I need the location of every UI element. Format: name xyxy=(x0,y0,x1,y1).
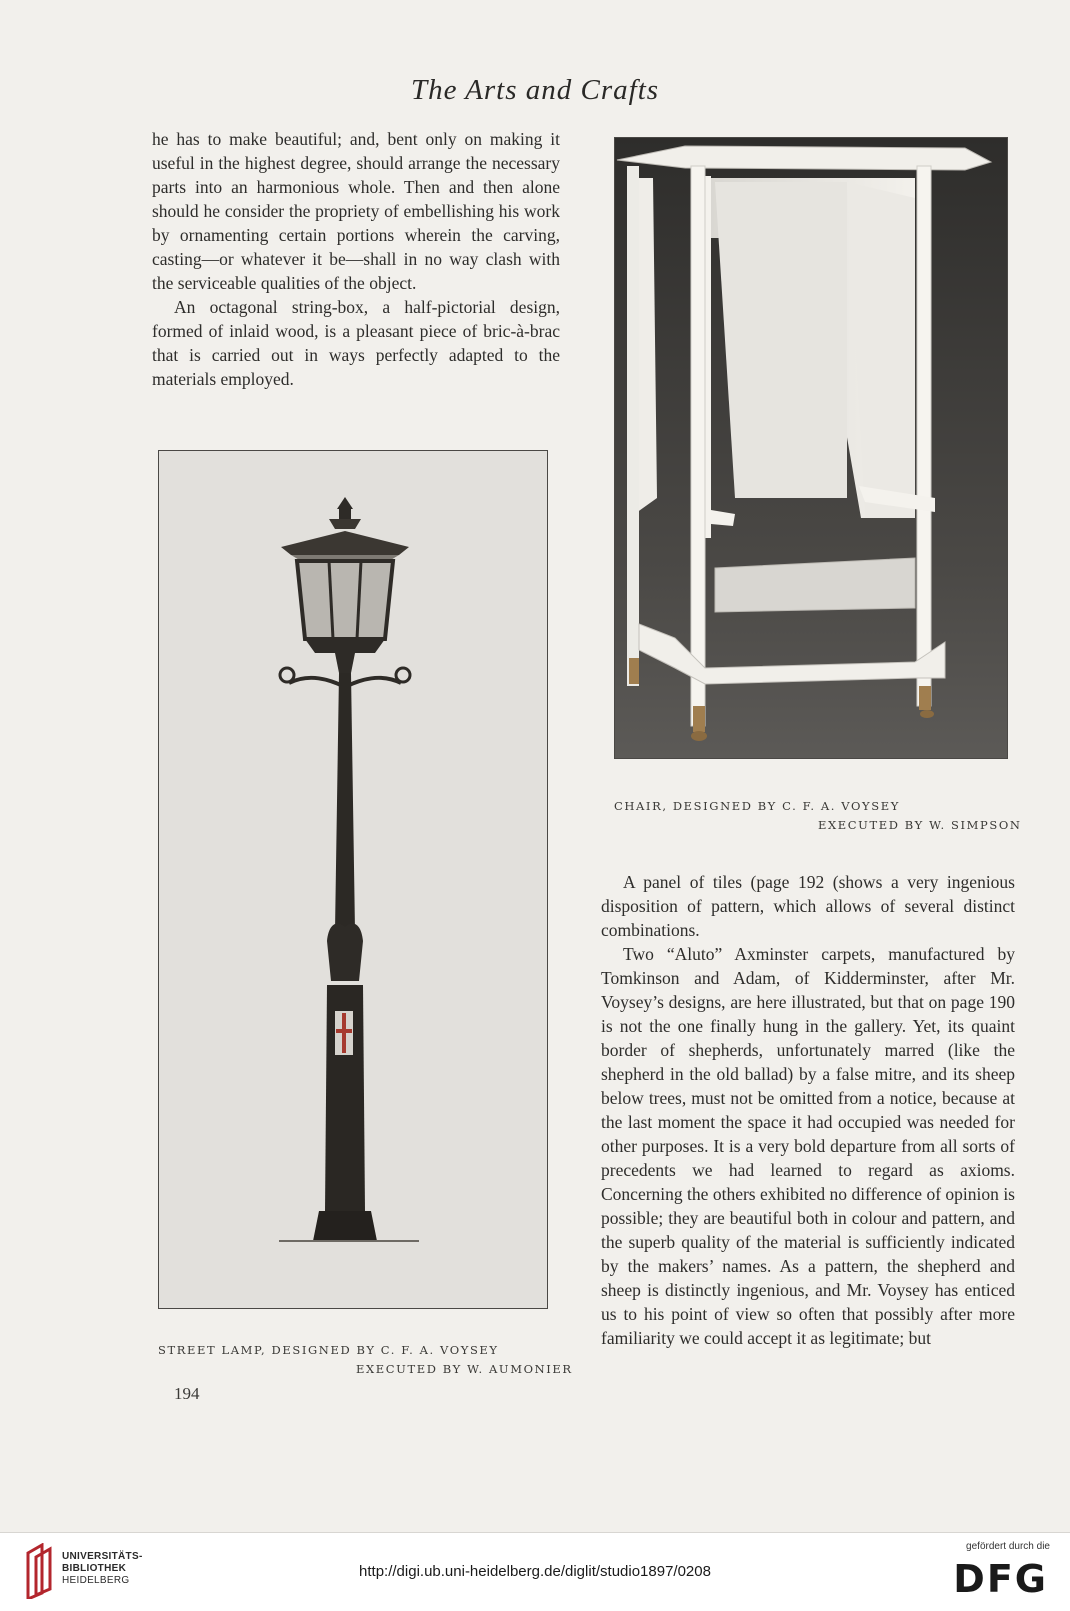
street-lamp-photograph xyxy=(158,450,548,1309)
library-name-line: BIBLIOTHEK xyxy=(62,1563,127,1574)
dfg-logo: DFG xyxy=(953,1557,1048,1601)
lamp-caption-design: STREET LAMP, DESIGNED BY C. F. A. VOYSEY xyxy=(158,1343,499,1357)
lamp-caption-execution: EXECUTED BY W. AUMONIER xyxy=(356,1362,573,1376)
paragraph: he has to make beautiful; and, bent only on making it useful in the highest degree, should arrange the necessary parts into an harmonious whole. Then and then alone should he consider the propriety of embellishing his work by ornamenting certain portions wherein the carving, casting—or whatever it be—shall in no way clash with the serviceable qualities of the object. xyxy=(152,129,560,293)
chair-caption-design: CHAIR, DESIGNED BY C. F. A. VOYSEY xyxy=(614,799,900,813)
paragraph: Two “Aluto” Axminster carpets, manufactured by Tomkinson and Adam, of Kidderminster, after Mr. Voysey’s designs, are here illustrated, but that on page 190 is not the one finally hung in the gallery. Yet, its quaint border of shepherds, unfortunately marred (like the shepherd in the old ballad) by a false mitre, and its sheep below trees, must not be omitted from a notice, because at the last moment the space it had occupied was needed for other purposes. It is a very bold departure from all sorts of precedents we had learned to regard as axioms. Concerning the others exhibited no difference of opinion is possible; they are beautiful both in colour and pattern, and the superb quality of the material is sufficiently indicated by the makers’ names. As a pattern, the shepherd and sheep is distinctly ingenious, and Mr. Voysey has enticed us to his point of view so often that possibly after more familiarity we could accept it as legitimate; but xyxy=(601,944,1015,1348)
source-url-link[interactable]: http://digi.ub.uni-heidelberg.de/diglit/studio1897/0208 xyxy=(359,1563,711,1580)
library-name-line: UNIVERSITÄTS- xyxy=(62,1551,143,1562)
chair-caption-execution: EXECUTED BY W. SIMPSON xyxy=(818,818,1022,832)
paragraph: An octagonal string-box, a half-pictorial design, formed of inlaid wood, is a pleasant piece of bric-à-brac that is carried out in ways perfectly adapted to the materials employed. xyxy=(152,297,560,389)
funding-label: gefördert durch die xyxy=(966,1541,1050,1552)
left-column-text xyxy=(152,127,560,391)
library-name-line: HEIDELBERG xyxy=(62,1575,130,1586)
digitization-footer xyxy=(0,1532,1070,1611)
right-column-text xyxy=(601,870,1015,1350)
chair-photograph xyxy=(614,137,1008,759)
running-head-title: The Arts and Crafts xyxy=(410,74,660,106)
street-lamp-illustration xyxy=(159,451,547,1308)
page-number: 194 xyxy=(174,1384,200,1403)
paragraph: A panel of tiles (page 192 (shows a very ingenious disposition of pattern, which allows of several distinct combinations. xyxy=(601,872,1015,940)
chair-illustration xyxy=(615,138,1007,758)
